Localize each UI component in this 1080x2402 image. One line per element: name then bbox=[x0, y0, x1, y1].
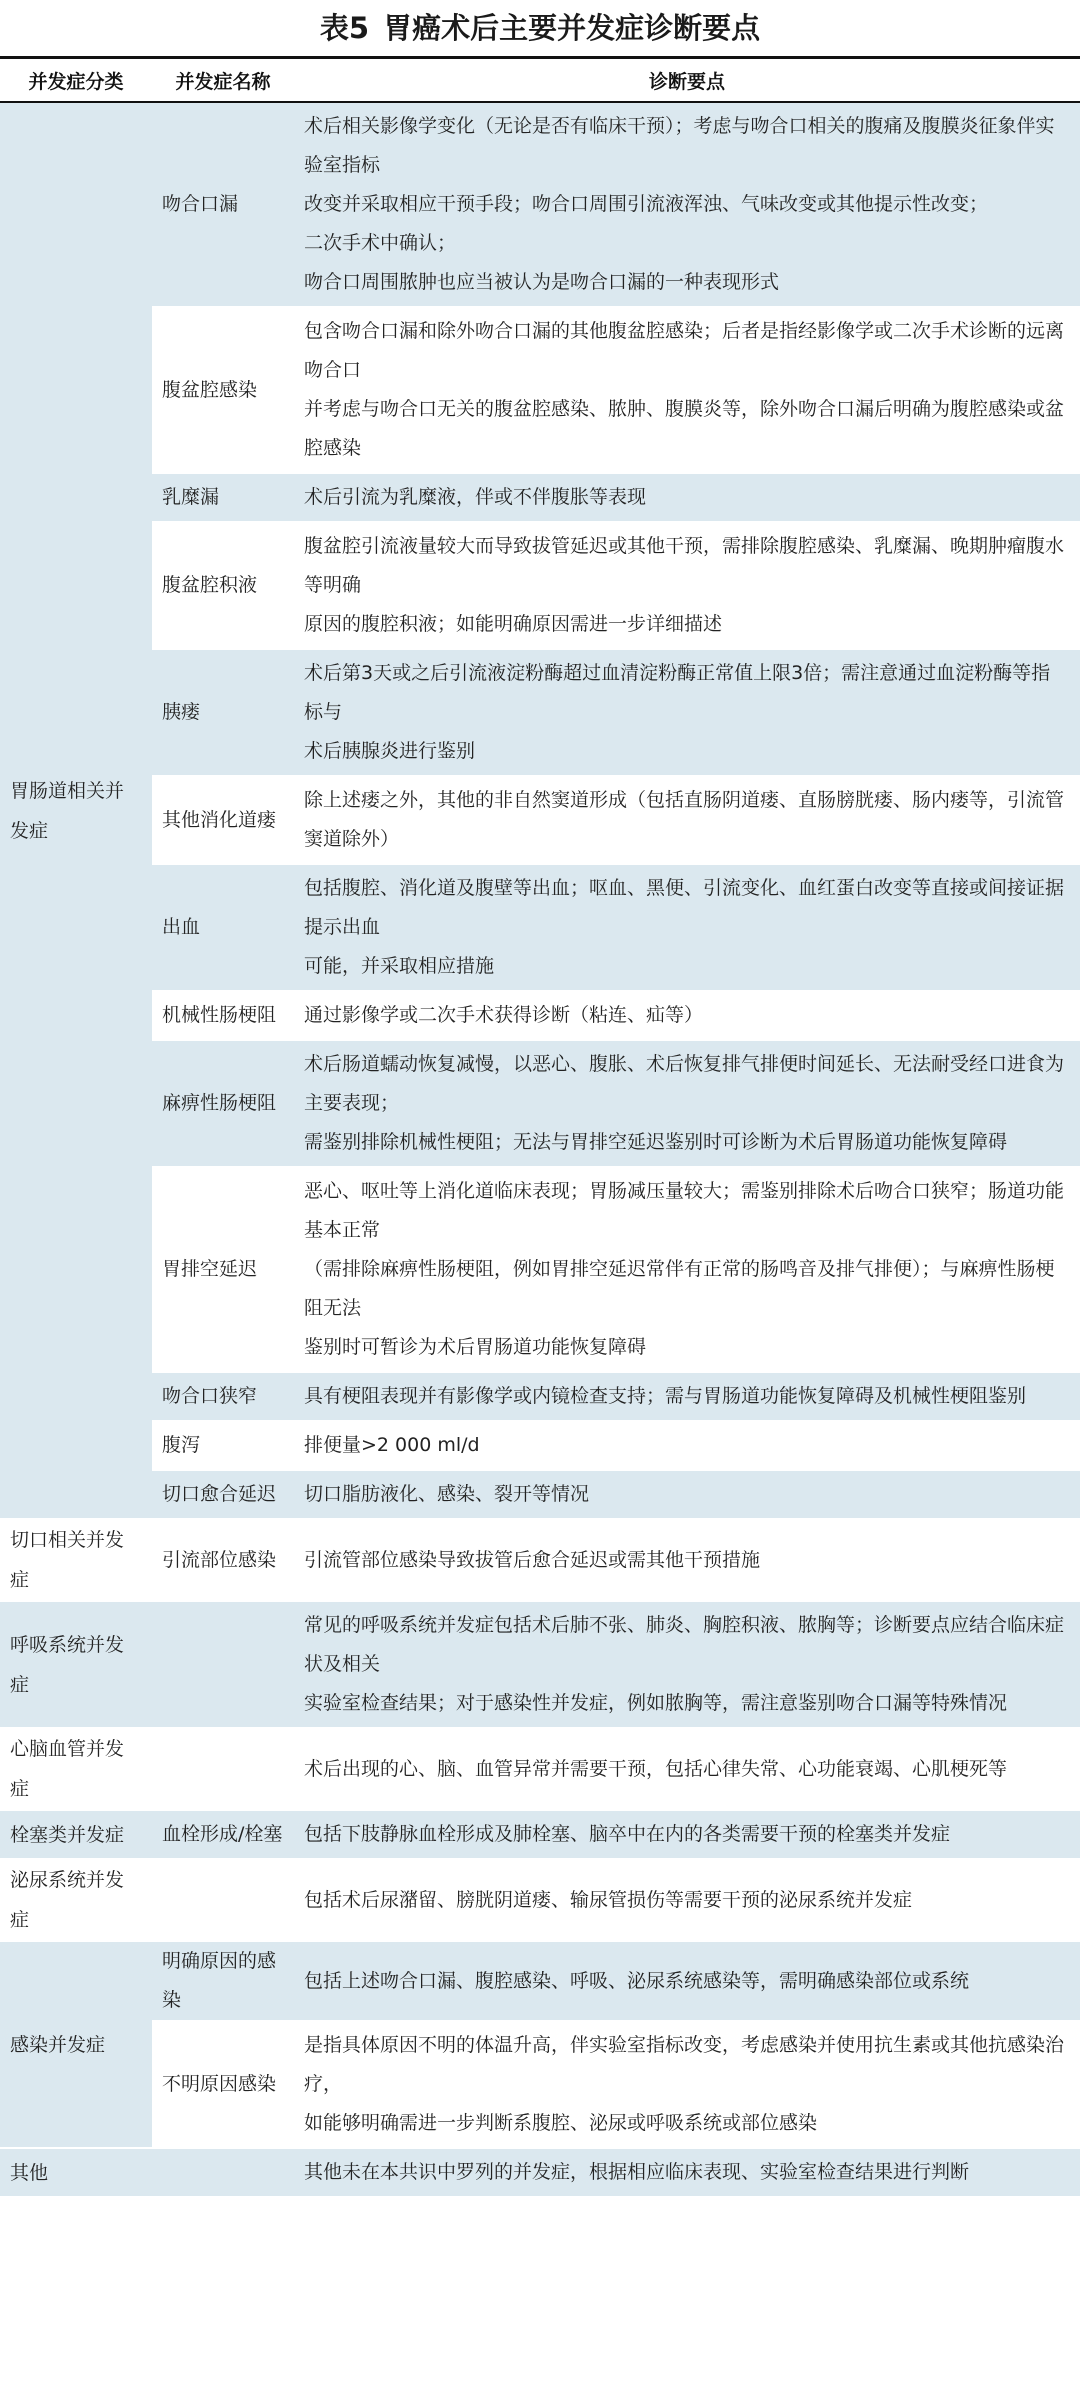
category-urinary: 泌尿系统并发症 bbox=[0, 1859, 152, 1941]
category-other: 其他 bbox=[0, 2148, 152, 2197]
complication-name: 机械性肠梗阻 bbox=[152, 991, 294, 1040]
table-row bbox=[0, 1040, 1080, 1167]
diagnosis-line: 吻合口周围脓肿也应当被认为是吻合口漏的一种表现形式 bbox=[304, 271, 780, 293]
complication-name: 不明原因感染 bbox=[152, 2021, 294, 2148]
table-row bbox=[0, 473, 1080, 522]
table-row bbox=[0, 1601, 1080, 1728]
diagnosis-line: 实验室检查结果；对于感染性并发症，例如脓胸等，需注意鉴别吻合口漏等特殊情况 bbox=[304, 1692, 1008, 1714]
table-row bbox=[0, 1421, 1080, 1470]
complication-name: 腹盆腔感染 bbox=[152, 307, 294, 473]
diagnosis-line: 通过影像学或二次手术获得诊断（粘连、疝等） bbox=[304, 1004, 704, 1026]
complication-name bbox=[152, 2148, 294, 2197]
complication-name: 腹泻 bbox=[152, 1421, 294, 1470]
diagnosis-cell bbox=[294, 102, 1080, 307]
diagnosis-line: 腹盆腔引流液量较大而导致拔管延迟或其他干预，需排除腹腔感染、乳糜漏、晚期肿瘤腹水等明确 bbox=[304, 535, 1065, 596]
table-row bbox=[0, 1810, 1080, 1859]
diagnosis-line: 改变并采取相应干预手段；吻合口周围引流液浑浊、气味改变或其他提示性改变； bbox=[304, 193, 989, 215]
diagnosis-line: 术后出现的心、脑、血管异常并需要干预，包括心律失常、心功能衰竭、心肌梗死等 bbox=[304, 1757, 1008, 1780]
diagnosis-line: 可能，并采取相应措施 bbox=[304, 955, 495, 977]
complications-table bbox=[0, 56, 1080, 2198]
diagnosis-cell bbox=[294, 1728, 1080, 1810]
table-row bbox=[0, 1519, 1080, 1601]
diagnosis-cell bbox=[294, 1372, 1080, 1421]
diagnosis-line: 并考虑与吻合口无关的腹盆腔感染、脓肿、腹膜炎等，除外吻合口漏后明确为腹腔感染或盆腔感染 bbox=[304, 398, 1065, 459]
table-row bbox=[0, 991, 1080, 1040]
diagnosis-cell bbox=[294, 1167, 1080, 1372]
complication-name: 其他消化道瘘 bbox=[152, 776, 294, 864]
diagnosis-cell bbox=[294, 307, 1080, 473]
diagnosis-line: 术后相关影像学变化（无论是否有临床干预）；考虑与吻合口相关的腹痛及腹膜炎征象伴实验室指标 bbox=[304, 115, 1055, 176]
diagnosis-line: 如能够明确需进一步判断系腹腔、泌尿或呼吸系统或部位感染 bbox=[304, 2112, 818, 2134]
diagnosis-line: 排便量>2 000 ml/d bbox=[304, 1434, 480, 1456]
table-row bbox=[0, 2148, 1080, 2197]
diagnosis-line: 术后肠道蠕动恢复减慢，以恶心、腹胀、术后恢复排气排便时间延长、无法耐受经口进食为主要表现； bbox=[304, 1053, 1065, 1114]
table-row bbox=[0, 522, 1080, 649]
table-row bbox=[0, 776, 1080, 864]
diagnosis-line: 原因的腹腔积液；如能明确原因需进一步详细描述 bbox=[304, 613, 723, 635]
diagnosis-cell bbox=[294, 522, 1080, 649]
table-row bbox=[0, 1728, 1080, 1810]
diagnosis-cell bbox=[294, 473, 1080, 522]
diagnosis-line: 包括上述吻合口漏、腹腔感染、呼吸、泌尿系统感染等，需明确感染部位或系统 bbox=[304, 1969, 970, 1992]
table-row bbox=[0, 1941, 1080, 2021]
category-incision: 切口相关并发症 bbox=[0, 1519, 152, 1601]
complication-name bbox=[152, 1601, 294, 1728]
table-row bbox=[0, 649, 1080, 776]
diagnosis-cell bbox=[294, 864, 1080, 991]
diagnosis-cell bbox=[294, 991, 1080, 1040]
diagnosis-cell bbox=[294, 649, 1080, 776]
table-row bbox=[0, 1859, 1080, 1941]
diagnosis-line: 术后第3天或之后引流液淀粉酶超过血清淀粉酶正常值上限3倍；需注意通过血淀粉酶等指标与 bbox=[304, 662, 1051, 723]
complication-name: 出血 bbox=[152, 864, 294, 991]
diagnosis-cell bbox=[294, 1810, 1080, 1859]
table-row bbox=[0, 307, 1080, 473]
complication-name bbox=[152, 1728, 294, 1810]
diagnosis-line: 包括术后尿潴留、膀胱阴道瘘、输尿管损伤等需要干预的泌尿系统并发症 bbox=[304, 1888, 913, 1911]
diagnosis-line: 包括下肢静脉血栓形成及肺栓塞、脑卒中在内的各类需要干预的栓塞类并发症 bbox=[304, 1823, 951, 1845]
category-cardio: 心脑血管并发症 bbox=[0, 1728, 152, 1810]
diagnosis-line: 引流管部位感染导致拔管后愈合延迟或需其他干预措施 bbox=[304, 1548, 761, 1571]
diagnosis-line: 术后胰腺炎进行鉴别 bbox=[304, 740, 476, 762]
diagnosis-line: 包含吻合口漏和除外吻合口漏的其他腹盆腔感染；后者是指经影像学或二次手术诊断的远离吻合口 bbox=[304, 320, 1065, 381]
category-embolism: 栓塞类并发症 bbox=[0, 1810, 152, 1859]
complication-name bbox=[152, 1859, 294, 1941]
diagnosis-cell bbox=[294, 1470, 1080, 1519]
complication-name: 麻痹性肠梗阻 bbox=[152, 1040, 294, 1167]
complication-name: 乳糜漏 bbox=[152, 473, 294, 522]
table-row bbox=[0, 1167, 1080, 1372]
table-row bbox=[0, 1470, 1080, 1519]
diagnosis-cell bbox=[294, 1859, 1080, 1941]
diagnosis-cell bbox=[294, 2148, 1080, 2197]
diagnosis-line: 其他未在本共识中罗列的并发症，根据相应临床表现、实验室检查结果进行判断 bbox=[304, 2161, 970, 2183]
complication-name: 吻合口漏 bbox=[152, 102, 294, 307]
table-row bbox=[0, 864, 1080, 991]
category-gi: 胃肠道相关并发症 bbox=[0, 102, 152, 1519]
complication-name: 引流部位感染 bbox=[152, 1519, 294, 1601]
table-header-row bbox=[0, 58, 1080, 103]
diagnosis-line: 具有梗阻表现并有影像学或内镜检查支持；需与胃肠道功能恢复障碍及机械性梗阻鉴别 bbox=[304, 1385, 1027, 1407]
complication-name: 血栓形成/栓塞 bbox=[152, 1810, 294, 1859]
diagnosis-cell bbox=[294, 1601, 1080, 1728]
diagnosis-line: 包括腹腔、消化道及腹壁等出血；呕血、黑便、引流变化、血红蛋白改变等直接或间接证据提示出血 bbox=[304, 877, 1065, 938]
diagnosis-line: 常见的呼吸系统并发症包括术后肺不张、肺炎、胸腔积液、脓胸等；诊断要点应结合临床症状及相关 bbox=[304, 1614, 1065, 1675]
complication-name: 吻合口狭窄 bbox=[152, 1372, 294, 1421]
complication-name: 胃排空延迟 bbox=[152, 1167, 294, 1372]
complication-name: 胰瘘 bbox=[152, 649, 294, 776]
table-number: 表5 bbox=[319, 11, 370, 45]
header-category: 并发症分类 bbox=[0, 58, 152, 103]
complication-name: 明确原因的感染 bbox=[152, 1941, 294, 2021]
complication-name: 切口愈合延迟 bbox=[152, 1470, 294, 1519]
diagnosis-line: 切口脂肪液化、感染、裂开等情况 bbox=[304, 1483, 590, 1505]
table-row bbox=[0, 1372, 1080, 1421]
category-infection: 感染并发症 bbox=[0, 1941, 152, 2148]
complication-name: 腹盆腔积液 bbox=[152, 522, 294, 649]
table-row bbox=[0, 102, 1080, 307]
header-name: 并发症名称 bbox=[152, 58, 294, 103]
diagnosis-line: 需鉴别排除机械性梗阻；无法与胃排空延迟鉴别时可诊断为术后胃肠道功能恢复障碍 bbox=[304, 1131, 1008, 1153]
diagnosis-line: 术后引流为乳糜液，伴或不伴腹胀等表现 bbox=[304, 486, 647, 508]
table-title bbox=[0, 0, 1080, 56]
diagnosis-cell bbox=[294, 1040, 1080, 1167]
diagnosis-cell bbox=[294, 1519, 1080, 1601]
diagnosis-line: （需排除麻痹性肠梗阻，例如胃排空延迟常伴有正常的肠鸣音及排气排便）；与麻痹性肠梗阻无法 bbox=[304, 1258, 1055, 1319]
diagnosis-cell bbox=[294, 1941, 1080, 2021]
table-row bbox=[0, 2021, 1080, 2148]
diagnosis-line: 鉴别时可暂诊为术后胃肠道功能恢复障碍 bbox=[304, 1336, 647, 1358]
diagnosis-line: 恶心、呕吐等上消化道临床表现；胃肠减压量较大；需鉴别排除术后吻合口狭窄；肠道功能基本正常 bbox=[304, 1180, 1065, 1241]
diagnosis-cell bbox=[294, 776, 1080, 864]
table-caption: 胃癌术后主要并发症诊断要点 bbox=[383, 11, 761, 45]
category-respiratory: 呼吸系统并发症 bbox=[0, 1601, 152, 1728]
diagnosis-cell bbox=[294, 2021, 1080, 2148]
diagnosis-line: 二次手术中确认； bbox=[304, 232, 457, 254]
diagnosis-line: 是指具体原因不明的体温升高，伴实验室指标改变，考虑感染并使用抗生素或其他抗感染治疗， bbox=[304, 2034, 1065, 2095]
diagnosis-cell bbox=[294, 1421, 1080, 1470]
header-diagnosis: 诊断要点 bbox=[294, 58, 1080, 103]
diagnosis-line: 除上述瘘之外，其他的非自然窦道形成（包括直肠阴道瘘、直肠膀胱瘘、肠内瘘等，引流管窦道除外） bbox=[304, 789, 1065, 850]
